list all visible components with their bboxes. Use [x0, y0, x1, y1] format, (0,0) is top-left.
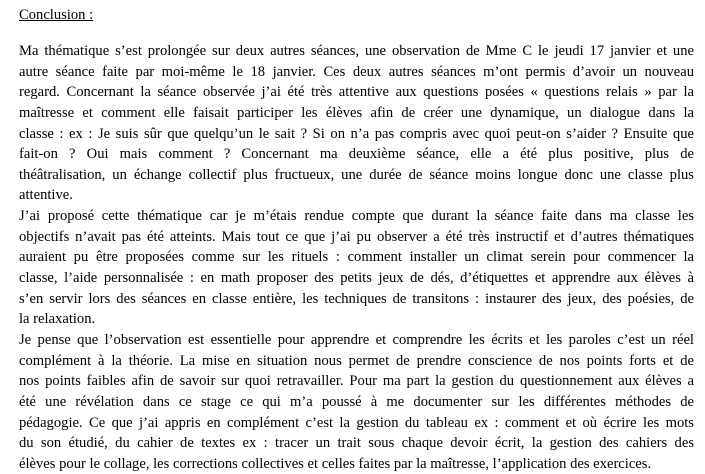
text-line: classe : ex : Je suis sûr que quelqu’un le sait ? Si on n’a pas compris avec quoi peut-on s’aider ? Ensuite que [19, 125, 694, 142]
document-page [19, 5, 694, 474]
text-line: été une révélation dans ce stage ce qui m’a poussé à me documenter sur les différentes méthodes de [19, 393, 694, 410]
text-line: J’ai proposé cette thématique car je m’étais rendue compte que durant la séance faite dans ma classe les [19, 208, 694, 225]
text-line: nos points faibles afin de savoir sur quoi retravailler. Pour ma part la gestion du questionnement aux élèves a [19, 373, 694, 390]
paragraph [19, 330, 694, 474]
text-line: fait-on ? Oui mais comment ? Concernant ma deuxième séance, elle a été plus positive, plus de [19, 146, 694, 163]
text-line: auraient pu être proposées comme sur les rituels : comment installer un climat serein pour commencer la [19, 249, 694, 266]
text-line: classe, l’aide personnalisée : en math proposer des petits jeux de dés, d’étiquettes et apprendre aux élèves à [19, 270, 694, 287]
paragraph [19, 206, 694, 330]
text-line: Je pense que l’observation est essentielle pour apprendre et comprendre les écrits et les paroles c’est un réel [19, 331, 694, 348]
text-line: s’en servir lors des séances en classe entière, les techniques de transitons : instaurer des jeux, des poésies, de [19, 290, 694, 307]
text-line: attentive. [19, 187, 73, 204]
paragraph [19, 41, 694, 206]
text-line: Ma thématique s’est prolongée sur deux autres séances, une observation de Mme C le jeudi 17 janvier et une [19, 43, 694, 59]
text-line: regard. Concernant la séance observée j’ai été très attentive aux questions posées « questions relais » par la [19, 84, 694, 101]
text-line: objectifs n’avait pas été atteints. Mais tout ce que j’ai pu observer a été très instructif et d’autres thématiques [19, 228, 694, 245]
text-line: du son étudié, du cahier de textes ex : tracer un trait sous chaque devoir écrit, la gestion des cahiers des [19, 435, 694, 452]
text-line: élèves pour le collage, les corrections collectives et celles faites par la maîtresse, l’application des exercices. [19, 455, 652, 472]
conclusion-body [19, 41, 694, 474]
text-line: pédagogie. Ce que j’ai appris en complément c’est la gestion du tableau ex : comment et où écrire les mots [19, 414, 694, 431]
text-line: théâtralisation, un échange collectif plus fructueux, une durée de séance moins longue donc une classe plus [19, 166, 694, 183]
text-line: la relaxation. [19, 311, 96, 328]
text-line: autre séance faite par moi-même le 18 janvier. Ces deux autres séances m’ont permis d’avoir un nouveau [19, 63, 694, 80]
text-line: complément à la théorie. La mise en situation nous permet de prendre conscience de nos points forts et de [19, 352, 694, 369]
conclusion-heading: Conclusion : [19, 7, 94, 23]
text-line: maîtresse et comment elle faisait participer les élèves afin de créer une dynamique, un dialogue dans la [19, 104, 694, 121]
